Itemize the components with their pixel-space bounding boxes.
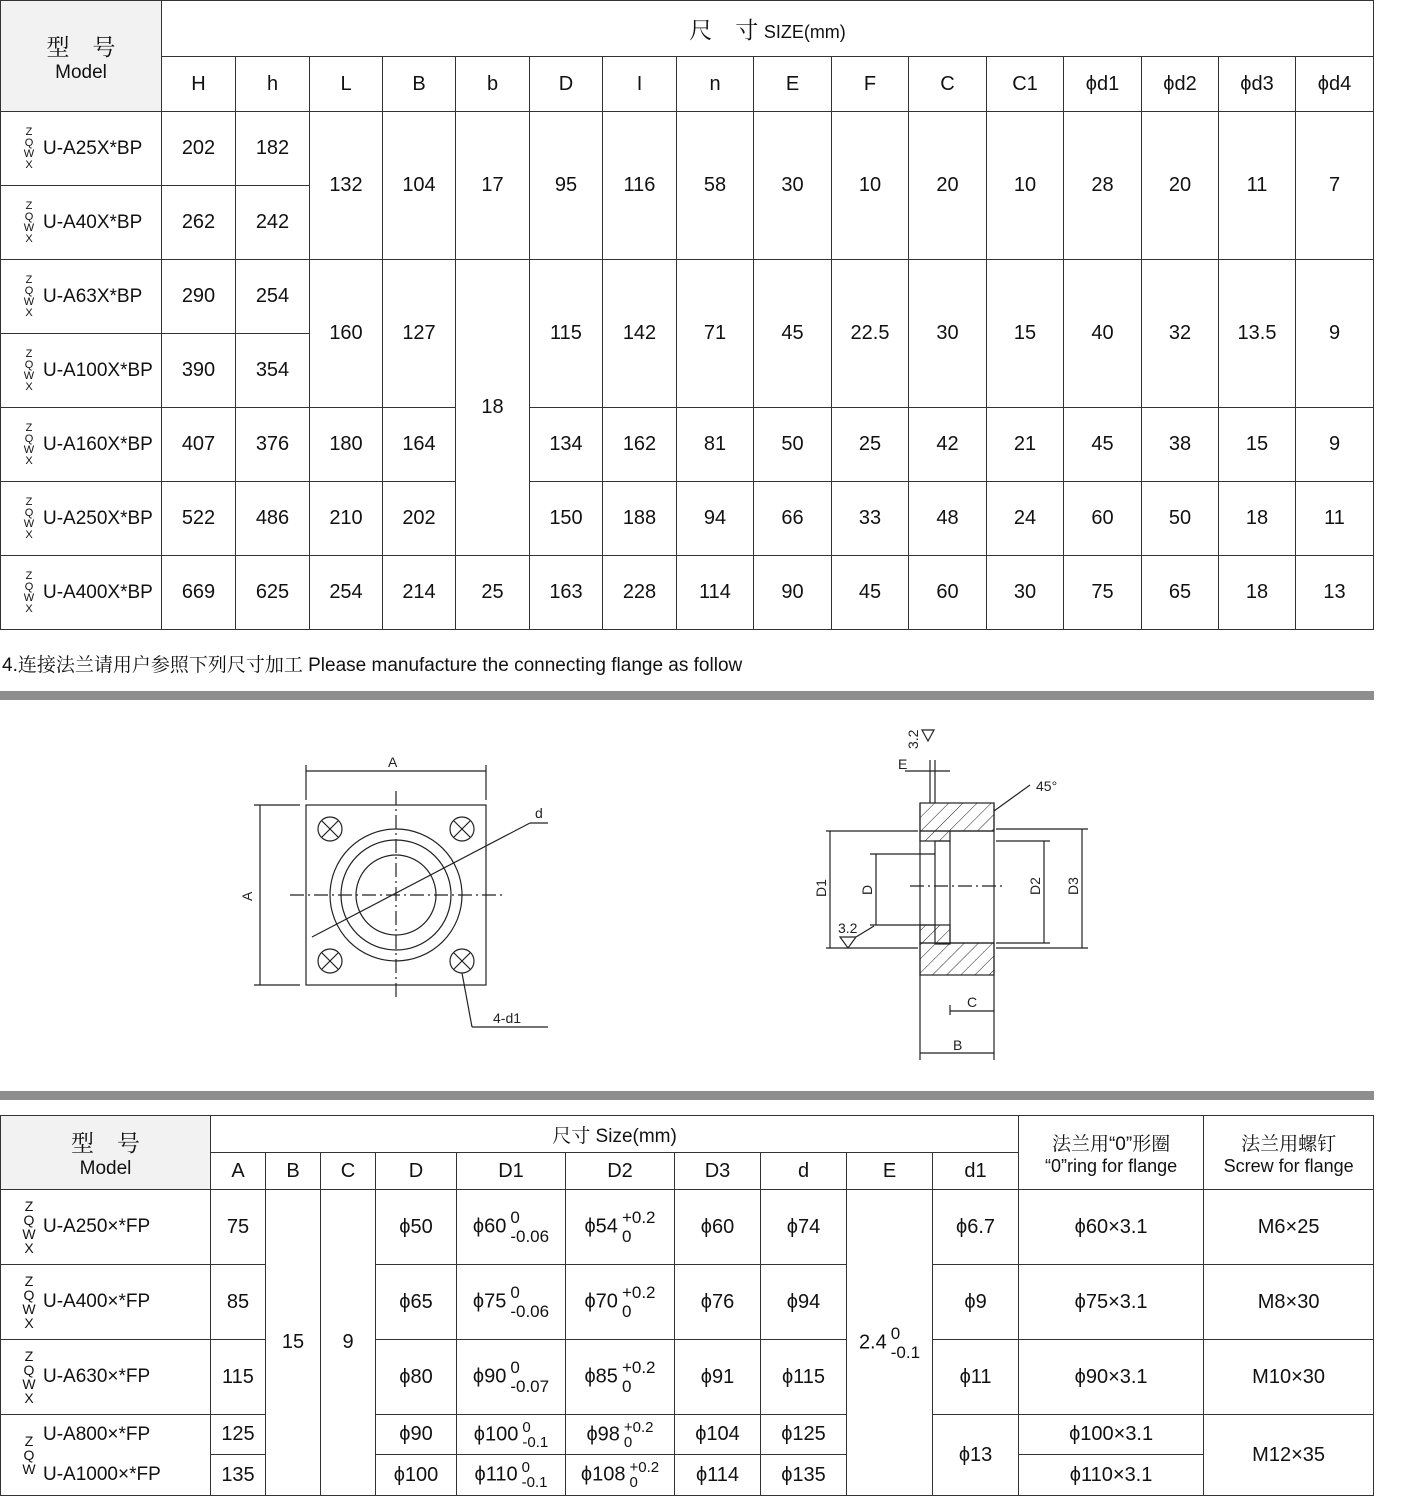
cell [457, 1455, 566, 1496]
cell: ϕ9 [933, 1265, 1019, 1340]
cell: 254 [310, 556, 383, 630]
model-prefix: Z Q W X [22, 1273, 36, 1331]
col-header: ϕd2 [1142, 57, 1219, 112]
label-holes: 4-d1 [493, 1010, 522, 1026]
cell: 17 [456, 112, 530, 260]
cell: 81 [677, 408, 754, 482]
model-header [1, 1116, 211, 1190]
d1-value: ϕ60 [472, 1215, 507, 1238]
cell: 25 [456, 556, 530, 630]
col-header: ϕd1 [1064, 57, 1142, 112]
cell: 25 [832, 408, 909, 482]
cell: 10 [987, 112, 1064, 260]
label-r32-top: 3.2 [905, 729, 921, 749]
model-name: U-A1000×*FP [43, 1464, 161, 1485]
cell: 28 [1064, 112, 1142, 260]
cell: 21 [987, 408, 1064, 482]
model-name: U-A400×*FP [43, 1291, 151, 1312]
cell: ϕ94 [761, 1265, 847, 1340]
col-header: I [603, 57, 677, 112]
cell: ϕ135 [761, 1455, 847, 1496]
cell: 188 [603, 482, 677, 556]
model-name: U-A250×*FP [43, 1216, 151, 1237]
cell: ϕ90 [376, 1415, 457, 1455]
cell: M12×35 [1204, 1415, 1374, 1496]
table-row [1, 556, 1374, 630]
model-prefix: Z Q W X [23, 347, 35, 393]
cell: 40 [1064, 260, 1142, 408]
model-name: U-A63X*BP [43, 285, 143, 307]
table-row [1, 260, 1374, 334]
cell: ϕ104 [675, 1415, 761, 1455]
screw-header-cn: 法兰用螺钉 [1241, 1133, 1337, 1155]
flange-note: 4.连接法兰请用户参照下列尺寸加工 Please manufacture the connecting flange as follow [2, 655, 743, 676]
cell: 10 [832, 112, 909, 260]
col-header: E [754, 57, 832, 112]
d1-value: ϕ90 [472, 1365, 507, 1388]
label-D3: D3 [1065, 877, 1081, 895]
cell: 20 [909, 112, 987, 260]
cell: 50 [1142, 482, 1219, 556]
cell: 22.5 [832, 260, 909, 408]
d2-tolerance: +0.2 0 [621, 1358, 656, 1396]
cell: 60 [909, 556, 987, 630]
cell: ϕ13 [933, 1415, 1019, 1496]
d1-tolerance: 0 -0.06 [510, 1283, 550, 1321]
cell [457, 1265, 566, 1340]
cell: 20 [1142, 112, 1219, 260]
cell: 163 [530, 556, 603, 630]
model-prefix: Z Q W X [23, 273, 35, 319]
cell: 24 [987, 482, 1064, 556]
cell: 75 [211, 1190, 266, 1265]
model-name: U-A800×*FP [43, 1424, 151, 1445]
col-header: b [456, 57, 530, 112]
cell: 18 [1219, 556, 1296, 630]
cell: 58 [677, 112, 754, 260]
cell: 127 [383, 260, 456, 408]
e-tolerance: 0 -0.1 [890, 1323, 921, 1362]
label-d: d [535, 805, 543, 821]
cell: 15 [266, 1190, 321, 1496]
model-header-en: Model [55, 61, 107, 83]
size-header-en: SIZE(mm) [763, 22, 846, 42]
cell: ϕ60 [675, 1190, 761, 1265]
section-lower-rim [920, 943, 994, 975]
cell: 90 [754, 556, 832, 630]
cell: M8×30 [1204, 1265, 1374, 1340]
label-D1: D1 [813, 879, 829, 897]
cell: 30 [754, 112, 832, 260]
cell [457, 1415, 566, 1455]
col-header: L [310, 57, 383, 112]
cell: 134 [530, 408, 603, 482]
cell: ϕ91 [675, 1340, 761, 1415]
label-A-side: A [239, 891, 255, 901]
model-name: U-A25X*BP [43, 137, 143, 159]
cell: 354 [236, 334, 310, 408]
model-cell [1, 482, 162, 556]
cell: 142 [603, 260, 677, 408]
model-cell [1, 1190, 211, 1265]
model-prefix: Z Q W X [22, 1348, 36, 1406]
d2-value: ϕ54 [584, 1215, 618, 1238]
dim-d [312, 823, 530, 937]
cell: ϕ100 [376, 1455, 457, 1496]
cell: 114 [677, 556, 754, 630]
cell: 262 [162, 186, 236, 260]
model-prefix: Z Q W X [23, 421, 35, 467]
d2-tolerance: +0.2 0 [621, 1283, 656, 1321]
model-name: U-A400X*BP [43, 581, 153, 603]
model-prefix: Z Q W X [23, 495, 35, 541]
col-header: D [376, 1153, 457, 1190]
col-header: ϕd4 [1296, 57, 1374, 112]
d1-value: ϕ100 [473, 1422, 519, 1445]
cell: ϕ6.7 [933, 1190, 1019, 1265]
cell: M10×30 [1204, 1340, 1374, 1415]
col-header: H [162, 57, 236, 112]
cell: 65 [1142, 556, 1219, 630]
table-row [1, 408, 1374, 482]
model-cell [1, 408, 162, 482]
cell: 125 [211, 1415, 266, 1455]
cell: 407 [162, 408, 236, 482]
cell: ϕ74 [761, 1190, 847, 1265]
cell: 30 [987, 556, 1064, 630]
cell: 13.5 [1219, 260, 1296, 408]
label-D2: D2 [1027, 877, 1043, 895]
d2-tolerance: +0.2 0 [629, 1459, 660, 1491]
col-header: d1 [933, 1153, 1019, 1190]
cell: 95 [530, 112, 603, 260]
col-header: E [847, 1153, 933, 1190]
col-header: B [266, 1153, 321, 1190]
model-cell [1, 1265, 211, 1340]
cell [457, 1190, 566, 1265]
cell: 164 [383, 408, 456, 482]
cell: 32 [1142, 260, 1219, 408]
flange-front-view [239, 754, 548, 1027]
d2-value: ϕ85 [584, 1365, 618, 1388]
cell: 116 [603, 112, 677, 260]
cell: 254 [236, 260, 310, 334]
table-row [1, 1415, 1374, 1455]
model-name: U-A100X*BP [43, 359, 153, 381]
model-cell [1, 112, 162, 186]
model-header [1, 1, 162, 112]
table-row [1, 1340, 1374, 1415]
cell: ϕ125 [761, 1415, 847, 1455]
model-name: U-A40X*BP [43, 211, 143, 233]
d1-tolerance: 0 -0.07 [510, 1358, 550, 1396]
flange-drawing [0, 705, 1374, 1085]
cell: 376 [236, 408, 310, 482]
col-header: ϕd3 [1219, 57, 1296, 112]
col-header: D1 [457, 1153, 566, 1190]
cell: 214 [383, 556, 456, 630]
cell: 15 [1219, 408, 1296, 482]
cell [566, 1190, 675, 1265]
cell: ϕ65 [376, 1265, 457, 1340]
col-header: D3 [675, 1153, 761, 1190]
col-header: A [211, 1153, 266, 1190]
leader-holes [462, 973, 472, 1027]
cell: M6×25 [1204, 1190, 1374, 1265]
col-header: h [236, 57, 310, 112]
table-row [1, 112, 1374, 186]
label-r32-low: 3.2 [838, 920, 858, 936]
cell: 625 [236, 556, 310, 630]
cell: ϕ114 [675, 1455, 761, 1496]
screw-header [1204, 1116, 1374, 1190]
cell [566, 1340, 675, 1415]
col-header: D [530, 57, 603, 112]
size-header-cn: 尺 寸 [689, 17, 759, 43]
cell [457, 1340, 566, 1415]
cell: 115 [530, 260, 603, 408]
model-name: U-A630×*FP [43, 1366, 151, 1387]
model-name: U-A160X*BP [43, 433, 153, 455]
screw-header-en: Screw for flange [1223, 1155, 1354, 1176]
model-cell [1, 556, 162, 630]
oring-header [1019, 1116, 1204, 1190]
table-row [1, 482, 1374, 556]
cell: 45 [1064, 408, 1142, 482]
cell: 30 [909, 260, 987, 408]
col-header: C [321, 1153, 376, 1190]
d1-value: ϕ75 [472, 1290, 507, 1313]
label-B: B [953, 1037, 963, 1053]
cell: 75 [1064, 556, 1142, 630]
roughness-low-symbol [840, 937, 856, 948]
d2-value: ϕ98 [586, 1422, 620, 1445]
oring-header-cn: 法兰用“0”形圈 [1051, 1133, 1171, 1155]
cell: ϕ75×3.1 [1019, 1265, 1204, 1340]
col-header: F [832, 57, 909, 112]
cell: 160 [310, 260, 383, 408]
cell [566, 1455, 675, 1496]
model-cell [1, 1340, 211, 1415]
cell [566, 1415, 675, 1455]
cell: 290 [162, 260, 236, 334]
cell: 486 [236, 482, 310, 556]
cell: 228 [603, 556, 677, 630]
roughness-top-symbol [922, 730, 934, 741]
cell: ϕ80 [376, 1340, 457, 1415]
size-header: 尺寸 Size(mm) [211, 1116, 1019, 1153]
table-row [1, 1190, 1374, 1265]
cell: 162 [603, 408, 677, 482]
model-cell [1, 1415, 211, 1496]
cell: 18 [1219, 482, 1296, 556]
cell: ϕ76 [675, 1265, 761, 1340]
section-upper-rim [920, 803, 994, 831]
cell [847, 1190, 933, 1496]
d1-tolerance: 0 -0.1 [521, 1459, 548, 1491]
label-A-top: A [388, 754, 398, 770]
model-prefix: Z Q W X [23, 569, 35, 615]
model-prefix: Z Q W X [23, 199, 35, 245]
cell: 9 [321, 1190, 376, 1496]
e-value: 2.4 [858, 1330, 887, 1353]
cell: 45 [832, 556, 909, 630]
dimension-table-2 [0, 1115, 1374, 1496]
divider-bar-top [0, 691, 1374, 700]
cell: ϕ60×3.1 [1019, 1190, 1204, 1265]
cell: ϕ50 [376, 1190, 457, 1265]
cell: ϕ100×3.1 [1019, 1415, 1204, 1455]
label-D: D [859, 884, 875, 895]
model-header-cn: 型 号 [46, 33, 116, 60]
cell: 60 [1064, 482, 1142, 556]
d1-tolerance: 0 -0.06 [510, 1208, 550, 1246]
cell: 115 [211, 1340, 266, 1415]
cell: 210 [310, 482, 383, 556]
cell: 45 [754, 260, 832, 408]
cell: 48 [909, 482, 987, 556]
cell [566, 1265, 675, 1340]
cell: 13 [1296, 556, 1374, 630]
d2-tolerance: +0.2 0 [623, 1418, 654, 1451]
cell: 669 [162, 556, 236, 630]
cell: 104 [383, 112, 456, 260]
table-row [1, 1265, 1374, 1340]
d2-value: ϕ70 [584, 1290, 618, 1313]
model-prefix: Z Q W X [23, 125, 35, 171]
cell: 150 [530, 482, 603, 556]
model-cell [1, 334, 162, 408]
d2-tolerance: +0.2 0 [621, 1208, 656, 1246]
label-C: C [967, 994, 978, 1010]
d1-value: ϕ110 [474, 1463, 518, 1486]
cell: 15 [987, 260, 1064, 408]
cell: 38 [1142, 408, 1219, 482]
flange-section-view [813, 729, 1088, 1060]
cell: 85 [211, 1265, 266, 1340]
cell: ϕ115 [761, 1340, 847, 1415]
cell: 522 [162, 482, 236, 556]
col-header: d [761, 1153, 847, 1190]
cell: 94 [677, 482, 754, 556]
cell: 71 [677, 260, 754, 408]
cell: 11 [1296, 482, 1374, 556]
cell: 33 [832, 482, 909, 556]
size-header [162, 1, 1374, 57]
cell: 11 [1219, 112, 1296, 260]
cell: 390 [162, 334, 236, 408]
cell: 18 [456, 260, 530, 556]
model-prefix: Z Q W [22, 1433, 36, 1477]
cell: ϕ90×3.1 [1019, 1340, 1204, 1415]
oring-header-en: “0”ring for flange [1045, 1155, 1178, 1176]
col-header: B [383, 57, 456, 112]
cell: 132 [310, 112, 383, 260]
cell: 42 [909, 408, 987, 482]
d1-tolerance: 0 -0.1 [522, 1418, 549, 1451]
cell: 202 [383, 482, 456, 556]
cell: 7 [1296, 112, 1374, 260]
cell: 202 [162, 112, 236, 186]
col-header: C1 [987, 57, 1064, 112]
label-angle: 45° [1036, 778, 1058, 794]
col-header: n [677, 57, 754, 112]
cell: 66 [754, 482, 832, 556]
model-prefix: Z Q W X [22, 1198, 36, 1256]
label-E: E [898, 756, 908, 772]
model-cell [1, 186, 162, 260]
cell: 135 [211, 1455, 266, 1496]
divider-bar-bottom [0, 1091, 1374, 1100]
cell: 180 [310, 408, 383, 482]
cell: ϕ11 [933, 1340, 1019, 1415]
col-header: D2 [566, 1153, 675, 1190]
model-cell [1, 260, 162, 334]
col-header: C [909, 57, 987, 112]
cell: ϕ110×3.1 [1019, 1455, 1204, 1496]
cell: 9 [1296, 260, 1374, 408]
cell: 50 [754, 408, 832, 482]
cell: 9 [1296, 408, 1374, 482]
cell: 242 [236, 186, 310, 260]
model-header-cn: 型 号 [71, 1130, 140, 1156]
d2-value: ϕ108 [580, 1463, 626, 1486]
dimension-table-1 [0, 0, 1374, 630]
cell: 182 [236, 112, 310, 186]
model-header-en: Model [79, 1158, 132, 1179]
model-name: U-A250X*BP [43, 507, 153, 529]
